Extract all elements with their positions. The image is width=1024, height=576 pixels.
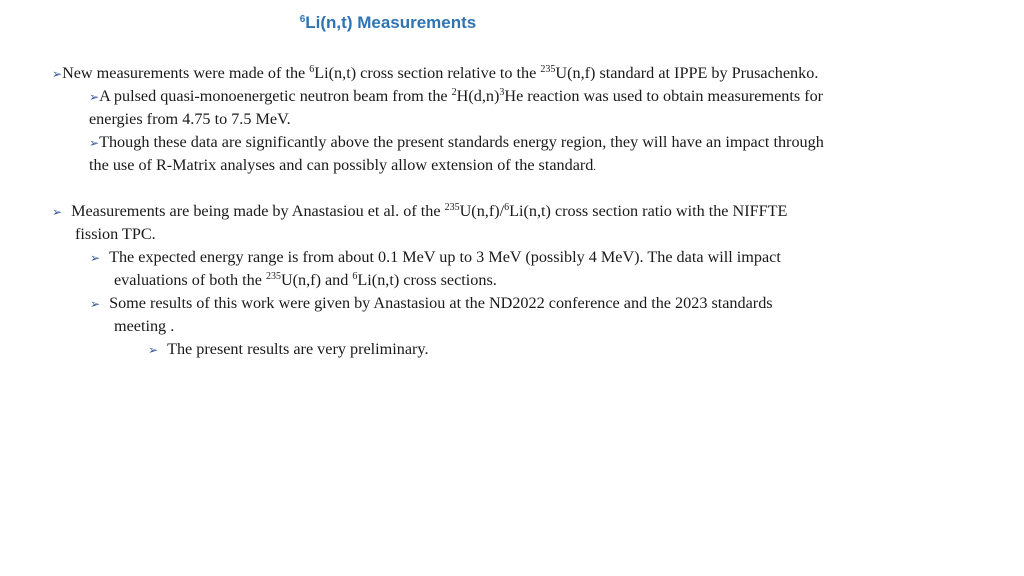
bullet-arrow-icon: ➢ <box>89 136 100 150</box>
s2-bullet2-cont: meeting . <box>114 317 175 335</box>
title-superscript: 6 <box>299 14 306 25</box>
s2-bullet2: ➢ Some results of this work were given by Anastasiou at the ND2022 conference and the 2023 standards <box>90 292 773 316</box>
s2-subbullet: ➢ The present results are very preliminary. <box>148 338 429 362</box>
s2-bullet1-cont: evaluations of both the $^{235}$U(n,f) and $^6$Li(n,t) cross sections. <box>114 271 497 289</box>
s2-main: ➢ Measurements are being made by Anastasiou et al. of the $^{235}$U(n,f)/$^6$Li(n,t) cross section ratio with the NIFFTE <box>52 200 787 224</box>
s1-intro: ➢New measurements were made of the $^6$Li(n,t) cross section relative to the $^{235}$U(n,f) standard at IPPE by Prusachenko. <box>52 62 818 86</box>
s1-bullet1-cont: energies from 4.75 to 7.5 MeV. <box>89 110 291 128</box>
s2-bullet1: ➢ The expected energy range is from about 0.1 MeV up to 3 MeV (possibly 4 MeV). The data will impact <box>90 246 781 270</box>
bullet-arrow-icon: ➢ <box>90 251 101 265</box>
bullet-arrow-icon: ➢ <box>89 90 100 104</box>
s1-bullet2: ➢Though these data are significantly above the present standards energy region, they will have an impact through <box>89 131 824 155</box>
bullet-arrow-icon: ➢ <box>90 297 101 311</box>
title-text: Li(n,t) Measurements <box>305 13 477 32</box>
bullet-arrow-icon: ➢ <box>148 343 159 357</box>
s2-main-cont: fission TPC. <box>75 225 156 243</box>
s1-bullet1: ➢A pulsed quasi-monoenergetic neutron beam from the $^2H(d,n)^3He$ reaction was used to obtain measurements for <box>89 85 823 109</box>
slide-title <box>0 13 776 33</box>
bullet-arrow-icon: ➢ <box>52 67 63 81</box>
s1-bullet2-cont: the use of R-Matrix analyses and can possibly allow extension of the standard. <box>89 156 596 174</box>
bullet-arrow-icon: ➢ <box>52 205 63 219</box>
